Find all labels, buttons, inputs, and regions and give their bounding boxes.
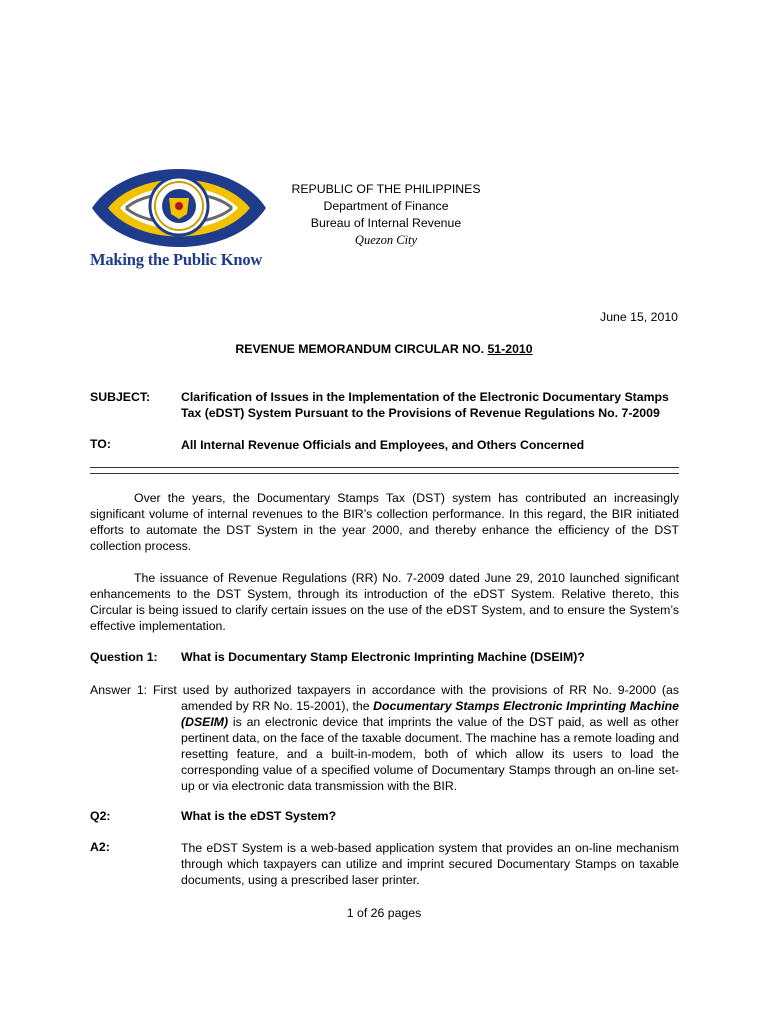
question-2-text: What is the eDST System? xyxy=(181,809,337,823)
letterhead-country: REPUBLIC OF THE PHILIPPINES xyxy=(291,182,481,196)
section-divider xyxy=(90,467,679,474)
page-counter: 1 of 26 pages xyxy=(346,906,422,920)
paragraph-1: Over the years, the Documentary Stamps Tax (DST) system has contributed an increasingly significant volume of internal revenues to the BIR’s collection performance. In this regard, the BIR initiated efforts to automate the DST System in the year 2000, and thereby enhance the efficiency of the DST collection process. xyxy=(90,491,679,553)
logo-caption: Making the Public Know xyxy=(90,250,263,269)
to-text: All Internal Revenue Officials and Employees, and Others Concerned xyxy=(181,438,585,452)
answer-1: Answer 1: First used by authorized taxpayers in accordance with the provisions of RR No. 9-2000 (as amended by RR No. 15-2001), the Documentary Stamps Electronic Imprinting Machine (DSEIM) is an electronic device that imprints the value of the DST paid, as well as other pertinent data, on the face of the taxable document. The machine has a remote loading and resetting feature, and a built-in-modem, both of which allow its users to load the corresponding value of a specified volume of Documentary Stamps through an on-line set-up or via electronic data transmission with the BIR. xyxy=(90,683,679,793)
answer-2-label: A2: xyxy=(90,840,110,854)
question-2-label: Q2: xyxy=(90,809,111,823)
question-1-label: Question 1: xyxy=(90,650,158,664)
paragraph-2: The issuance of Revenue Regulations (RR) No. 7-2009 dated June 29, 2010 launched significant enhancements to the DST System, through its introduction of the eDST System. Relative thereto, this Circular is being issued to clarify certain issues on the use of the eDST System, and to ensure the System’s effective implementation. xyxy=(90,571,679,633)
subject-label: SUBJECT: xyxy=(90,390,151,404)
document-date: June 15, 2010 xyxy=(600,310,678,324)
circular-title xyxy=(0,342,768,356)
letterhead-department: Department of Finance xyxy=(323,199,449,213)
subject-text: Clarification of Issues in the Implementation of the Electronic Documentary Stamps Tax (eDST) System Pursuant to the Provisions of Revenue Regulations No. 7-2009 xyxy=(181,390,669,420)
to-label: TO: xyxy=(90,437,111,451)
circular-prefix: REVENUE MEMORANDUM CIRCULAR NO. xyxy=(235,342,488,356)
letterhead-bureau: Bureau of Internal Revenue xyxy=(310,216,462,230)
question-1-text: What is Documentary Stamp Electronic Imprinting Machine (DSEIM)? xyxy=(181,650,585,664)
circular-number: 51-2010 xyxy=(487,342,533,356)
answer-2-text: The eDST System is a web-based application system that provides an on-line mechanism through which taxpayers can utilize and imprint secured Documentary Stamps on taxable documents, using a prescribed laser printer. xyxy=(181,841,679,887)
answer-1-emphasis: Documentary Stamps Electronic Imprinting Machine (DSEIM) xyxy=(181,699,679,729)
answer-1-label: Answer 1: xyxy=(90,683,148,697)
letterhead-city: Quezon City xyxy=(354,233,418,247)
